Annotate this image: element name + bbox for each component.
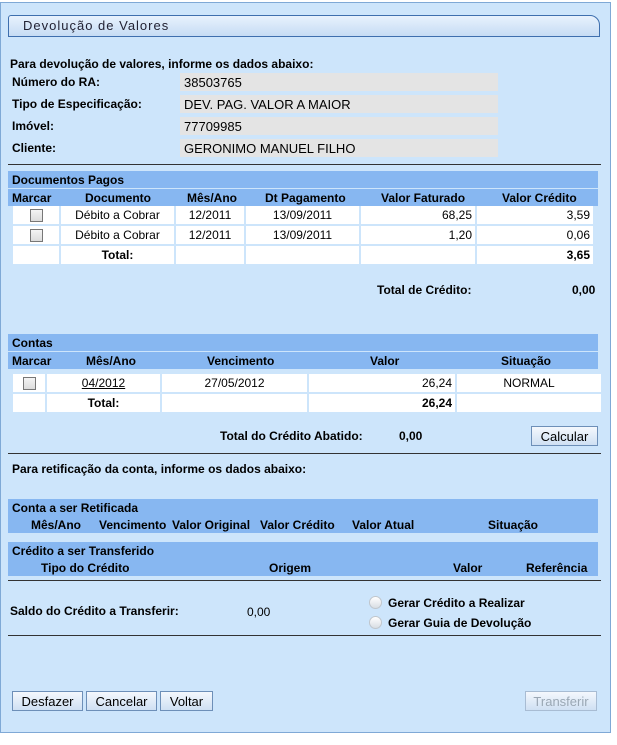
retificacao-header-mes-ano: Mês/Ano [31, 518, 82, 532]
gerar-credito-label: Gerar Crédito a Realizar [388, 596, 525, 610]
docs-header-mes-ano: Mês/Ano [187, 191, 238, 205]
row-checkbox-cell [13, 226, 59, 244]
ra-label: Número do RA: [12, 75, 100, 89]
docs-header-dt-pagamento: Dt Pagamento [265, 191, 346, 205]
credito-header-origem: Origem [269, 561, 312, 575]
row-checkbox[interactable] [30, 209, 43, 222]
docs-header-valor-credito: Valor Crédito [502, 191, 577, 205]
contas-table [11, 372, 603, 414]
cliente-label: Cliente: [12, 141, 57, 155]
gerar-guia-label: Gerar Guia de Devolução [388, 616, 532, 630]
ra-value: 38503765 [180, 73, 498, 91]
divider [8, 164, 601, 165]
saldo-value: 0,00 [247, 605, 271, 619]
cell-valor-faturado: 68,25 [361, 206, 475, 224]
gerar-guia-radio[interactable] [369, 616, 382, 629]
retificacao-header-valor-credito: Valor Crédito [260, 518, 335, 532]
page-title: Devolução de Valores [8, 15, 600, 37]
total-row [13, 394, 601, 412]
table-row [13, 374, 601, 392]
cell-situacao: NORMAL [457, 374, 601, 392]
cell-valor-credito: 3,59 [477, 206, 593, 224]
docs-header-documento: Documento [85, 191, 151, 205]
cell-dt-pagamento: 13/09/2011 [246, 206, 359, 224]
divider [8, 635, 601, 636]
total-row [13, 246, 593, 264]
contas-header-row [8, 352, 598, 369]
credito-header-tipo: Tipo do Crédito [41, 561, 130, 575]
retificacao-header-situacao: Situação [488, 518, 539, 532]
docs-header-valor-faturado: Valor Faturado [381, 191, 466, 205]
total-credito-label: Total de Crédito: [377, 283, 472, 297]
row-checkbox[interactable] [30, 229, 43, 242]
cell-valor-faturado: 1,20 [361, 226, 475, 244]
retificacao-intro: Para retificação da conta, informe os dados abaixo: [12, 462, 307, 476]
docs-total-label: Total: [61, 246, 174, 264]
total-credito-value: 0,00 [572, 283, 596, 297]
cell-dt-pagamento: 13/09/2011 [246, 226, 359, 244]
calcular-button[interactable]: Calcular [531, 426, 598, 446]
contas-header-marcar: Marcar [12, 354, 52, 368]
cliente-value: GERONIMO MANUEL FILHO [180, 139, 498, 157]
gerar-credito-radio[interactable] [369, 596, 382, 609]
contas-header-valor: Valor [370, 354, 400, 368]
retificacao-section-title: Conta a ser Retificada [8, 499, 598, 516]
row-checkbox-cell [13, 206, 59, 224]
cell-documento: Débito a Cobrar [61, 206, 174, 224]
cancelar-button[interactable]: Cancelar [86, 691, 157, 711]
intro-text: Para devolução de valores, informe os dados abaixo: [10, 57, 314, 71]
cell-vencimento: 27/05/2012 [162, 374, 307, 392]
docs-table [11, 204, 595, 266]
cell-valor: 26,24 [309, 374, 455, 392]
contas-total-label: Total: [47, 394, 160, 412]
tipo-label: Tipo de Especificação: [12, 97, 142, 111]
voltar-button[interactable]: Voltar [160, 691, 213, 711]
conta-link[interactable]: 04/2012 [81, 376, 126, 390]
contas-header-mes-ano: Mês/Ano [86, 354, 137, 368]
cell-mes-ano [47, 374, 160, 392]
contas-header-situacao: Situação [501, 354, 552, 368]
contas-total-value: 26,24 [309, 394, 455, 412]
credito-section-title: Crédito a ser Transferido [8, 542, 598, 559]
tipo-value: DEV. PAG. VALOR A MAIOR [180, 95, 498, 113]
cell-mes-ano: 12/2011 [176, 206, 244, 224]
retificacao-header-vencimento: Vencimento [99, 518, 167, 532]
retificacao-header-row [8, 516, 598, 533]
docs-section-title: Documentos Pagos [8, 171, 598, 188]
divider [8, 580, 601, 581]
cell-documento: Débito a Cobrar [61, 226, 174, 244]
cell-mes-ano: 12/2011 [176, 226, 244, 244]
retificacao-header-valor-original: Valor Original [172, 518, 251, 532]
row-checkbox-cell [13, 374, 45, 392]
table-row [13, 206, 593, 224]
row-checkbox[interactable] [23, 377, 36, 390]
retificacao-header-valor-atual: Valor Atual [352, 518, 415, 532]
docs-header-marcar: Marcar [12, 191, 52, 205]
imovel-label: Imóvel: [12, 119, 55, 133]
saldo-label: Saldo do Crédito a Transferir: [10, 604, 179, 618]
imovel-value: 77709985 [180, 117, 498, 135]
desfazer-button[interactable]: Desfazer [12, 691, 83, 711]
contas-header-vencimento: Vencimento [207, 354, 275, 368]
credito-header-row [8, 559, 598, 576]
transferir-button[interactable]: Transferir [525, 691, 597, 711]
credito-header-valor: Valor [453, 561, 483, 575]
abatido-label: Total do Crédito Abatido: [220, 429, 363, 443]
table-row [13, 226, 593, 244]
cell-valor-credito: 0,06 [477, 226, 593, 244]
credito-header-referencia: Referência [526, 561, 588, 575]
contas-section-title: Contas [8, 334, 598, 351]
docs-total-value: 3,65 [477, 246, 593, 264]
abatido-value: 0,00 [399, 429, 423, 443]
divider [8, 453, 601, 454]
